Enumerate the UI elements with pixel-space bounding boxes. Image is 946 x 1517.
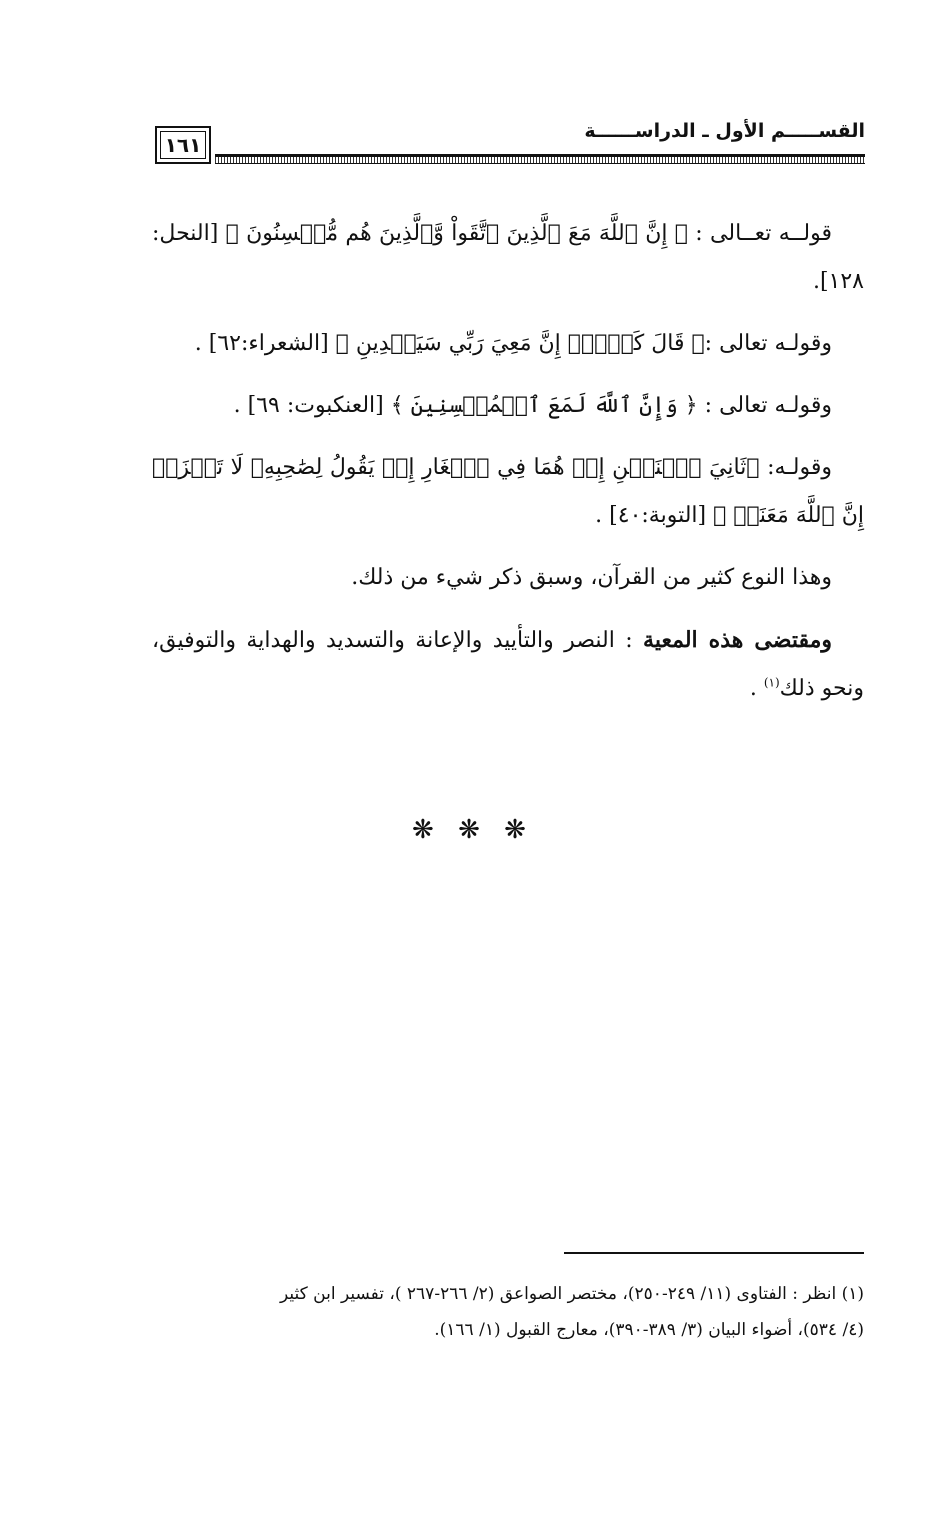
meaning-tail: . — [749, 676, 764, 701]
footnote-marker[interactable]: (١) — [763, 675, 780, 690]
paragraph-ankabut — [152, 382, 864, 430]
paragraph-summary — [152, 554, 864, 602]
header-rule — [215, 154, 865, 164]
quran-verse: ﴿ قَالَ كَلَّآۖ إِنَّ مَعِيَ رَبِّي سَيَهۡدِينِ ﴾ — [335, 331, 705, 356]
paragraph-nahl — [152, 210, 864, 306]
quran-verse: ﴿ وَإِنَّ ٱللَّهَ لَمَعَ ٱلۡمُحۡسِنِينَ ﴾ — [390, 393, 698, 418]
verse-reference: [النحل: ١٢٨]. — [152, 221, 864, 294]
meaning-text: : النصر والتأييد والإعانة والتسديد والهداية والتوفيق، ونحو ذلك — [152, 628, 864, 701]
footnote-line: (١) انظر : الفتاوى (١١/ ٢٤٩-٢٥٠)، مختصر الصواعق (٢/ ٢٦٦-٢٦٧ )، تفسير ابن كثير — [280, 1284, 864, 1304]
quran-verse: ﴿ثَانِيَ ٱثۡنَيۡنِ إِذۡ هُمَا فِي ٱلۡغَارِ إِذۡ يَقُولُ لِصَٰحِبِهِۦ لَا تَحۡزَنۡ إِنَّ ٱللَّهَ مَعَنَاۖ ﴾ — [152, 455, 864, 528]
running-header — [155, 112, 865, 176]
verse-reference: [العنكبوت: ٦٩] . — [233, 393, 391, 418]
summary-text: وهذا النوع كثير من القرآن، وسبق ذكر شيء من ذلك. — [351, 565, 832, 590]
footnote-line: (٤/ ٥٣٤)، أضواء البيان (٣/ ٣٨٩-٣٩٠)، معارج القبول (١/ ١٦٦). — [434, 1320, 864, 1340]
page-number: ١٦١ — [155, 126, 211, 164]
quote-lead: وقولـه تعالى : — [704, 331, 832, 356]
header-title: القســـــم الأول ـ الدراســــــة — [584, 120, 865, 142]
quote-lead: وقولـه: — [759, 455, 832, 480]
quote-lead: وقولـه تعالى : — [697, 393, 832, 418]
quran-verse: ﴿ إِنَّ ٱللَّهَ مَعَ ٱلَّذِينَ ٱتَّقَواْ وَّٱلَّذِينَ هُم مُّحۡسِنُونَ ﴾ — [225, 221, 688, 246]
main-text — [152, 210, 864, 727]
paragraph-meaning — [152, 616, 864, 713]
paragraph-tawbah — [152, 444, 864, 540]
footnote-rule — [564, 1252, 864, 1254]
meaning-lead: ومقتضى هذه المعية — [643, 627, 832, 653]
footnotes — [152, 1276, 864, 1348]
paragraph-shuara — [152, 320, 864, 368]
section-separator: ❋ ❋ ❋ — [412, 815, 534, 845]
verse-reference: [الشعراء:٦٢] . — [194, 331, 336, 356]
verse-reference: [التوبة:٤٠] . — [595, 503, 714, 528]
quote-lead: قولــه تعــالى : — [688, 221, 832, 246]
